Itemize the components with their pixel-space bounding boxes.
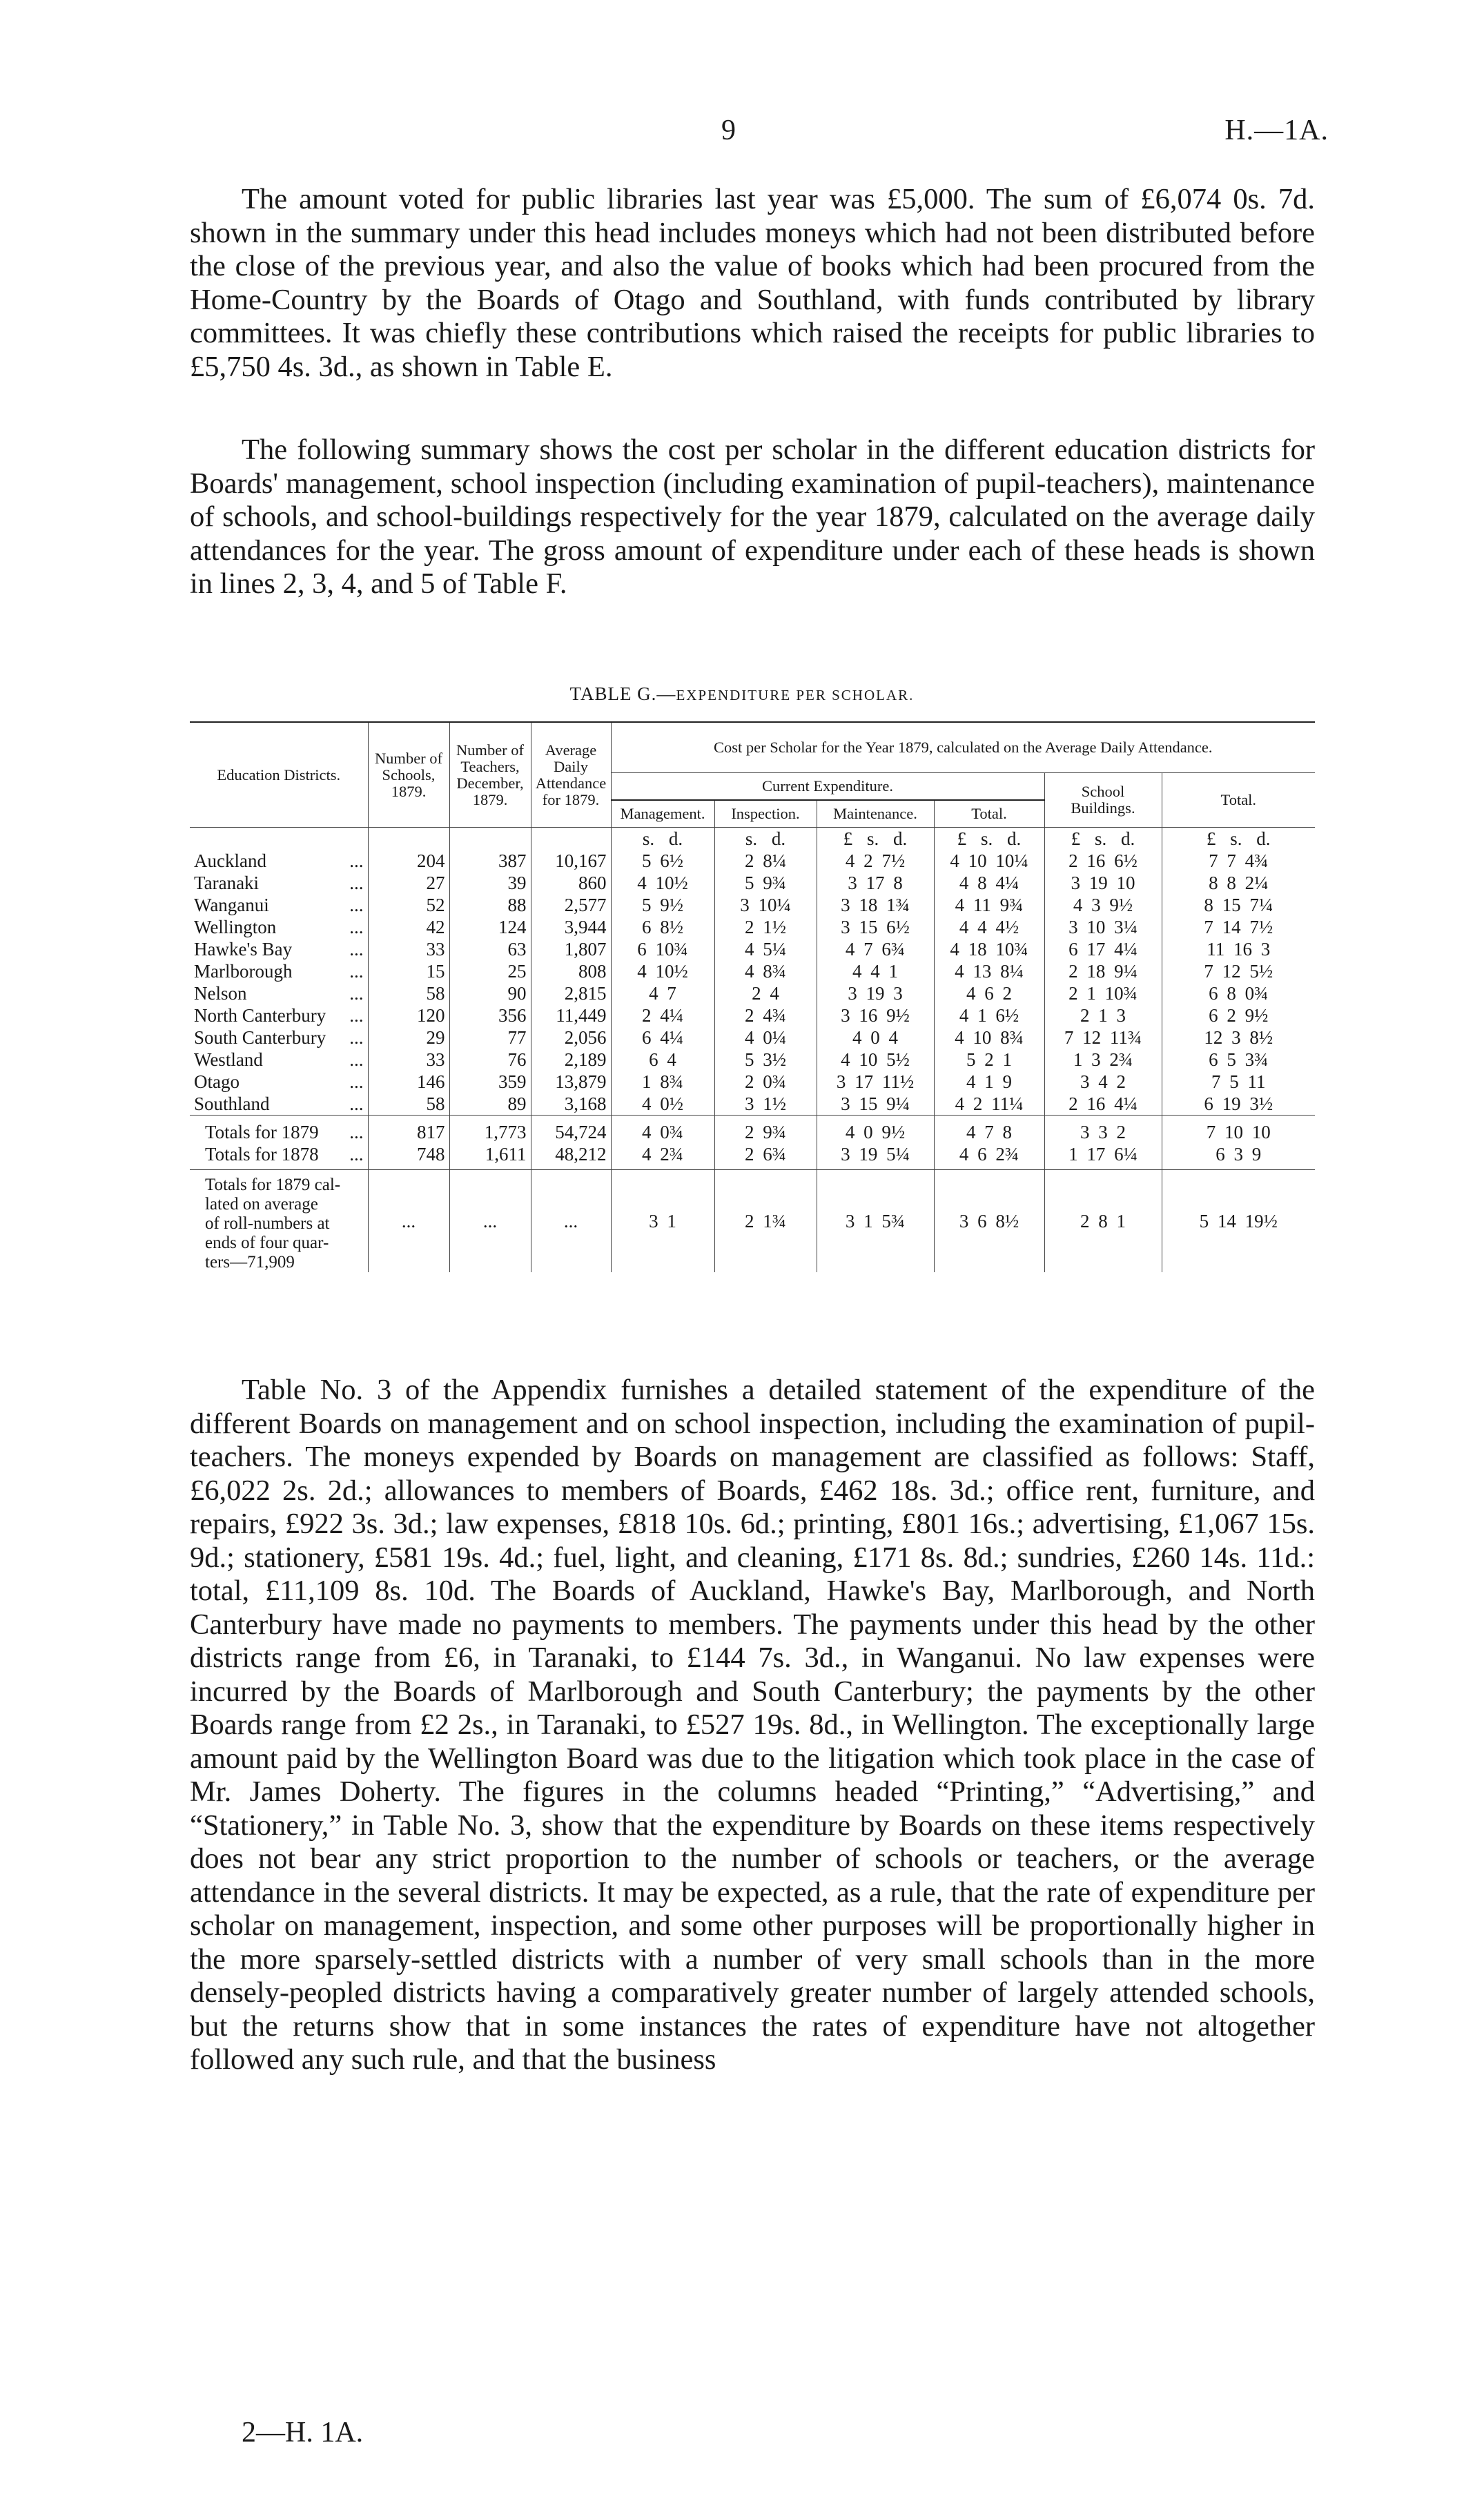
cell-buildings: 3 3 2 bbox=[1044, 1116, 1162, 1144]
cell-schools: 748 bbox=[368, 1143, 449, 1170]
cell-maintenance: 4 10 5½ bbox=[817, 1049, 934, 1071]
header-schools: Number of Schools, 1879. bbox=[368, 722, 449, 828]
cell-schools: 33 bbox=[368, 938, 449, 960]
district-name: Auckland bbox=[194, 850, 266, 871]
cell-management: 4 7 bbox=[611, 982, 714, 1004]
cell-inspection: 4 5¼ bbox=[714, 938, 817, 960]
header-attendance: Average Daily Attendance for 1879. bbox=[531, 722, 611, 828]
cell-schools: 29 bbox=[368, 1026, 449, 1049]
header-current: Current Expenditure. bbox=[611, 773, 1044, 801]
paragraph-appendix: Table No. 3 of the Appendix furnishes a detailed statement of the expenditure of the different Boards on management and on school inspection, including the examination of pupil-teachers. The moneys expended by Boards on management are classified as follows: Staff, £6,022 2s. 2d.; allowances to members of Boards, £462 18s. 3d.; office rent, furniture, and repairs, £922 3s. 3d.; law expenses, £818 10s. 6d.; printing, £801 16s.; advertising, £1,067 15s. 9d.; stationery, £581 19s. 4d.; fuel, light, and cleaning, £171 8s. 8d.; sundries, £260 14s. 11d.: total, £11,109 8s. 10d. The Boards of Auckland, Hawke's Bay, Marlborough, and North Canterbury have made no payments to members. The payments under this head by the other districts range from £6, in Taranaki, to £144 7s. 3d., in Wanganui. No law expenses were incurred by the Boards of Marlborough and South Canterbury; the payments by the other Boards range from £2 2s., in Taranaki, to £527 19s. 8d., in Wellington. The exceptionally large amount paid by the Wellington Board was due to the litigation which took place in the case of Mr. James Doherty. The figures in the columns headed “Printing,” “Advertising,” and “Stationery,” in Table No. 3, show that the expenditure by Boards on these items respectively does not bear any strict proportion to the number of schools or teachers, or the average attendance in the several districts. It may be expected, as a rule, that the rate of expenditure per scholar on management, inspection, and some other purposes will be proportionally higher in the more sparsely-settled districts with a number of very small schools than in the more densely-peopled districts having a comparatively greater number of largely attended schools, but the returns show that in some instances the rates of expenditure have not altogether followed any such rule, and that the business bbox=[190, 1374, 1315, 2076]
cell-teachers: 25 bbox=[449, 960, 531, 982]
district-name: North Canterbury bbox=[194, 1005, 326, 1026]
cell-total-current: 4 1 9 bbox=[934, 1071, 1044, 1093]
cell-total-current: 4 18 10¾ bbox=[934, 938, 1044, 960]
totals-row: Totals for 1879 ... 817 1,773 54,724 4 0¾ 2 9¾ 4 0 9½ 4 7 8 3 3 2 7 10 10 bbox=[190, 1116, 1315, 1144]
table-row: Taranaki ... 27 39 860 4 10½ 5 9¾ 3 17 8 4 8 4¼ 3 19 10 8 8 2¼ bbox=[190, 872, 1315, 894]
cell-management: 1 8¾ bbox=[611, 1071, 714, 1093]
cell-schools: 146 bbox=[368, 1071, 449, 1093]
roll-cell-schools: ... bbox=[368, 1170, 449, 1273]
header-management: Management. bbox=[611, 800, 714, 828]
cell-attendance: 2,815 bbox=[531, 982, 611, 1004]
district-name: Taranaki bbox=[194, 873, 260, 893]
header-total-current: Total. bbox=[934, 800, 1044, 828]
cell-teachers: 359 bbox=[449, 1071, 531, 1093]
cell-teachers: 1,611 bbox=[449, 1143, 531, 1170]
cell-management: 4 10½ bbox=[611, 960, 714, 982]
table-row: South Canterbury ... 29 77 2,056 6 4¼ 4 0¼ 4 0 4 4 10 8¾ 7 12 11¾ 12 3 8½ bbox=[190, 1026, 1315, 1049]
page-header bbox=[0, 114, 1484, 155]
cell-management: 4 0¾ bbox=[611, 1116, 714, 1144]
cell-management: 5 6½ bbox=[611, 850, 714, 872]
cell-inspection: 4 0¼ bbox=[714, 1026, 817, 1049]
cell-total: 7 10 10 bbox=[1162, 1116, 1315, 1144]
cell-inspection: 3 1½ bbox=[714, 1093, 817, 1116]
cell-buildings: 3 10 3¼ bbox=[1044, 916, 1162, 938]
cell-total-current: 4 10 10¼ bbox=[934, 850, 1044, 872]
cell-buildings: 3 19 10 bbox=[1044, 872, 1162, 894]
table-row: Marlborough ... 15 25 808 4 10½ 4 8¾ 4 4 1 4 13 8¼ 2 18 9¼ 7 12 5½ bbox=[190, 960, 1315, 982]
district-name: Wellington bbox=[194, 917, 277, 937]
district-name: Marlborough bbox=[194, 961, 293, 982]
header-inspection: Inspection. bbox=[714, 800, 817, 828]
cell-total: 7 14 7½ bbox=[1204, 917, 1273, 937]
expenditure-table bbox=[190, 721, 1315, 1272]
cell-attendance: 1,807 bbox=[531, 938, 611, 960]
cell-total: 6 8 0¾ bbox=[1209, 983, 1269, 1004]
cell-teachers: 124 bbox=[449, 916, 531, 938]
table-row: Westland ... 33 76 2,189 6 4 5 3½ 4 10 5½ 5 2 1 1 3 2¾ 6 5 3¾ bbox=[190, 1049, 1315, 1071]
roll-cell-maintenance: 3 1 5¾ bbox=[817, 1170, 934, 1273]
cell-total-current: 4 1 6½ bbox=[934, 1004, 1044, 1026]
cell-buildings: 2 18 9¼ bbox=[1044, 960, 1162, 982]
document-code: H.—1A. bbox=[1224, 115, 1329, 146]
cell-total: 8 15 7¼ bbox=[1204, 895, 1273, 915]
cell-teachers: 1,773 bbox=[449, 1116, 531, 1144]
cell-management: 4 10½ bbox=[611, 872, 714, 894]
cell-inspection: 2 4 bbox=[714, 982, 817, 1004]
cell-teachers: 77 bbox=[449, 1026, 531, 1049]
cell-inspection: 2 6¾ bbox=[714, 1143, 817, 1170]
cell-schools: 33 bbox=[368, 1049, 449, 1071]
cell-total: 6 5 3¾ bbox=[1209, 1049, 1269, 1070]
cell-attendance: 2,056 bbox=[531, 1026, 611, 1049]
cell-maintenance: 4 4 1 bbox=[817, 960, 934, 982]
cell-management: 2 4¼ bbox=[611, 1004, 714, 1026]
cell-total-current: 4 4 4½ bbox=[934, 916, 1044, 938]
cell-attendance: 48,212 bbox=[531, 1143, 611, 1170]
header-maintenance: Maintenance. bbox=[817, 800, 934, 828]
roll-numbers-row bbox=[190, 1170, 1315, 1273]
cell-attendance: 13,879 bbox=[531, 1071, 611, 1093]
district-name: Otago bbox=[194, 1071, 240, 1092]
table-row: Wellington ... 42 124 3,944 6 8½ 2 1½ 3 15 6½ 4 4 4½ 3 10 3¼ 7 14 7½ bbox=[190, 916, 1315, 938]
roll-cell-inspection: 2 1¾ bbox=[714, 1170, 817, 1273]
header-total: Total. bbox=[1162, 773, 1315, 828]
cell-schools: 58 bbox=[368, 982, 449, 1004]
cell-total-current: 4 8 4¼ bbox=[934, 872, 1044, 894]
roll-row-label-line: lated on average bbox=[205, 1195, 318, 1214]
cell-teachers: 39 bbox=[449, 872, 531, 894]
cell-inspection: 2 9¾ bbox=[714, 1116, 817, 1144]
unit-management: s. d. bbox=[611, 828, 714, 850]
cell-total: 7 12 5½ bbox=[1204, 961, 1273, 982]
roll-cell-teachers: ... bbox=[449, 1170, 531, 1273]
cell-attendance: 2,189 bbox=[531, 1049, 611, 1071]
cell-maintenance: 3 18 1¾ bbox=[817, 894, 934, 916]
cell-total-current: 4 10 8¾ bbox=[934, 1026, 1044, 1049]
footer-signature: 2—H. 1A. bbox=[242, 2417, 364, 2448]
cell-maintenance: 4 0 9½ bbox=[817, 1116, 934, 1144]
cell-total-current: 4 11 9¾ bbox=[934, 894, 1044, 916]
cell-management: 6 10¾ bbox=[611, 938, 714, 960]
cell-buildings: 6 17 4¼ bbox=[1044, 938, 1162, 960]
paragraph-summary-intro: The following summary shows the cost per scholar in the different education districts for Boards' management, school inspection (including examination of pupil-teachers), maintenance of schools, and school-buildings respectively for the year 1879, calculated on the average daily attendances for the year. The gross amount of expenditure under each of these heads is shown in lines 2, 3, 4, and 5 of Table F. bbox=[190, 434, 1315, 600]
cell-attendance: 2,577 bbox=[531, 894, 611, 916]
header-cost-group: Cost per Scholar for the Year 1879, calculated on the Average Daily Attendance. bbox=[611, 722, 1315, 773]
district-name: Southland bbox=[194, 1093, 270, 1114]
cell-management: 4 0½ bbox=[611, 1093, 714, 1116]
cell-inspection: 5 3½ bbox=[714, 1049, 817, 1071]
cell-inspection: 2 0¾ bbox=[714, 1071, 817, 1093]
cell-maintenance: 3 19 3 bbox=[817, 982, 934, 1004]
table-title-prefix: TABLE G.— bbox=[569, 683, 676, 704]
cell-schools: 15 bbox=[368, 960, 449, 982]
cell-total: 12 3 8½ bbox=[1204, 1027, 1273, 1048]
district-name: Totals for 1878 bbox=[205, 1144, 319, 1165]
cell-schools: 27 bbox=[368, 872, 449, 894]
cell-maintenance: 3 19 5¼ bbox=[817, 1143, 934, 1170]
cell-schools: 817 bbox=[368, 1116, 449, 1144]
cell-inspection: 5 9¾ bbox=[714, 872, 817, 894]
district-name: Nelson bbox=[194, 983, 247, 1004]
cell-maintenance: 4 7 6¾ bbox=[817, 938, 934, 960]
cell-teachers: 89 bbox=[449, 1093, 531, 1116]
cell-buildings: 2 1 10¾ bbox=[1044, 982, 1162, 1004]
cell-inspection: 3 10¼ bbox=[714, 894, 817, 916]
cell-buildings: 2 16 4¼ bbox=[1044, 1093, 1162, 1116]
cell-total: 7 7 4¾ bbox=[1209, 850, 1269, 871]
roll-row-label-line: ters—71,909 bbox=[205, 1253, 295, 1272]
cell-management: 4 2¾ bbox=[611, 1143, 714, 1170]
roll-cell-attendance: ... bbox=[531, 1170, 611, 1273]
cell-schools: 58 bbox=[368, 1093, 449, 1116]
cell-total-current: 4 7 8 bbox=[934, 1116, 1044, 1144]
cell-teachers: 63 bbox=[449, 938, 531, 960]
cell-teachers: 88 bbox=[449, 894, 531, 916]
cell-teachers: 356 bbox=[449, 1004, 531, 1026]
header-buildings: School Buildings. bbox=[1044, 773, 1162, 828]
table-row: Wanganui ... 52 88 2,577 5 9½ 3 10¼ 3 18 1¾ 4 11 9¾ 4 3 9½ 8 15 7¼ bbox=[190, 894, 1315, 916]
cell-inspection: 2 8¼ bbox=[714, 850, 817, 872]
cell-total-current: 5 2 1 bbox=[934, 1049, 1044, 1071]
cell-total-current: 4 13 8¼ bbox=[934, 960, 1044, 982]
paragraph-libraries: The amount voted for public libraries last year was £5,000. The sum of £6,074 0s. 7d. shown in the summary under this head includes moneys which had not been distributed before the close of the previous year, and also the value of books which had been procured from the Home-Country by the Boards of Otago and Southland, with funds contributed by library committees. It was chiefly these contributions which raised the receipts for public libraries to £5,750 4s. 3d., as shown in Table E. bbox=[190, 183, 1315, 383]
unit-inspection: s. d. bbox=[714, 828, 817, 850]
cell-management: 6 4 bbox=[611, 1049, 714, 1071]
cell-buildings: 7 12 11¾ bbox=[1044, 1026, 1162, 1049]
header-teachers: Number of Teachers, December, 1879. bbox=[449, 722, 531, 828]
table-row: Hawke's Bay ... 33 63 1,807 6 10¾ 4 5¼ 4 7 6¾ 4 18 10¾ 6 17 4¼ 11 16 3 bbox=[190, 938, 1315, 960]
cell-inspection: 4 8¾ bbox=[714, 960, 817, 982]
header-district: Education Districts. bbox=[190, 722, 368, 828]
cell-buildings: 2 16 6½ bbox=[1044, 850, 1162, 872]
cell-schools: 52 bbox=[368, 894, 449, 916]
cell-total-current: 4 6 2 bbox=[934, 982, 1044, 1004]
roll-cell-total: 5 14 19½ bbox=[1199, 1211, 1278, 1231]
cell-inspection: 2 4¾ bbox=[714, 1004, 817, 1026]
cell-total: 6 19 3½ bbox=[1204, 1093, 1273, 1114]
unit-buildings: £ s. d. bbox=[1044, 828, 1162, 850]
roll-row-label-line: of roll-numbers at bbox=[205, 1214, 330, 1233]
roll-cell-total-current: 3 6 8½ bbox=[934, 1170, 1044, 1273]
page-number: 9 bbox=[721, 115, 736, 146]
table-row: Otago ... 146 359 13,879 1 8¾ 2 0¾ 3 17 11½ 4 1 9 3 4 2 7 5 11 bbox=[190, 1071, 1315, 1093]
cell-attendance: 3,168 bbox=[531, 1093, 611, 1116]
cell-total: 6 3 9 bbox=[1162, 1143, 1315, 1170]
cell-schools: 120 bbox=[368, 1004, 449, 1026]
cell-teachers: 76 bbox=[449, 1049, 531, 1071]
district-name: Totals for 1879 bbox=[205, 1122, 319, 1142]
district-name: Hawke's Bay bbox=[194, 939, 293, 960]
cell-teachers: 387 bbox=[449, 850, 531, 872]
table-title bbox=[0, 683, 1484, 705]
cell-schools: 204 bbox=[368, 850, 449, 872]
district-name: South Canterbury bbox=[194, 1027, 326, 1048]
district-name: Wanganui bbox=[194, 895, 269, 915]
cell-maintenance: 3 15 6½ bbox=[817, 916, 934, 938]
cell-attendance: 808 bbox=[531, 960, 611, 982]
cell-management: 6 8½ bbox=[611, 916, 714, 938]
cell-maintenance: 3 17 11½ bbox=[817, 1071, 934, 1093]
cell-maintenance: 4 0 4 bbox=[817, 1026, 934, 1049]
cell-total: 11 16 3 bbox=[1207, 939, 1271, 960]
cell-attendance: 3,944 bbox=[531, 916, 611, 938]
cell-buildings: 1 3 2¾ bbox=[1044, 1049, 1162, 1071]
cell-total-current: 4 2 11¼ bbox=[934, 1093, 1044, 1116]
units-row bbox=[190, 828, 1315, 850]
table-row: Nelson ... 58 90 2,815 4 7 2 4 3 19 3 4 6 2 2 1 10¾ 6 8 0¾ bbox=[190, 982, 1315, 1004]
unit-total-current: £ s. d. bbox=[934, 828, 1044, 850]
cell-management: 6 4¼ bbox=[611, 1026, 714, 1049]
cell-attendance: 54,724 bbox=[531, 1116, 611, 1144]
roll-row-label-line: ends of four quar- bbox=[205, 1234, 329, 1252]
unit-maintenance: £ s. d. bbox=[817, 828, 934, 850]
cell-total: 6 2 9½ bbox=[1209, 1005, 1269, 1026]
cell-attendance: 10,167 bbox=[531, 850, 611, 872]
cell-total-current: 4 6 2¾ bbox=[934, 1143, 1044, 1170]
district-name: Westland bbox=[194, 1049, 263, 1070]
unit-total: £ s. d. bbox=[1207, 828, 1271, 849]
cell-total: 8 8 2¼ bbox=[1209, 873, 1269, 893]
cell-buildings: 2 1 3 bbox=[1044, 1004, 1162, 1026]
cell-total: 7 5 11 bbox=[1211, 1071, 1266, 1092]
cell-management: 5 9½ bbox=[611, 894, 714, 916]
cell-buildings: 1 17 6¼ bbox=[1044, 1143, 1162, 1170]
cell-attendance: 11,449 bbox=[531, 1004, 611, 1026]
cell-teachers: 90 bbox=[449, 982, 531, 1004]
totals-row: Totals for 1878 ... 748 1,611 48,212 4 2¾ 2 6¾ 3 19 5¼ 4 6 2¾ 1 17 6¼ 6 3 9 bbox=[190, 1143, 1315, 1170]
table-row: North Canterbury ... 120 356 11,449 2 4¼ 2 4¾ 3 16 9½ 4 1 6½ 2 1 3 6 2 9½ bbox=[190, 1004, 1315, 1026]
cell-maintenance: 4 2 7½ bbox=[817, 850, 934, 872]
cell-buildings: 3 4 2 bbox=[1044, 1071, 1162, 1093]
cell-maintenance: 3 15 9¼ bbox=[817, 1093, 934, 1116]
roll-cell-buildings: 2 8 1 bbox=[1044, 1170, 1162, 1273]
cell-inspection: 2 1½ bbox=[714, 916, 817, 938]
cell-buildings: 4 3 9½ bbox=[1044, 894, 1162, 916]
roll-cell-management: 3 1 bbox=[611, 1170, 714, 1273]
cell-attendance: 860 bbox=[531, 872, 611, 894]
cell-schools: 42 bbox=[368, 916, 449, 938]
roll-row-label-line: Totals for 1879 cal- bbox=[205, 1176, 341, 1194]
table-row: Southland ... 58 89 3,168 4 0½ 3 1½ 3 15 9¼ 4 2 11¼ 2 16 4¼ 6 19 3½ bbox=[190, 1093, 1315, 1116]
table-title-caps: EXPENDITURE PER SCHOLAR. bbox=[676, 687, 915, 703]
table-row: Auckland ... 204 387 10,167 5 6½ 2 8¼ 4 2 7½ 4 10 10¼ 2 16 6½ 7 7 4¾ bbox=[190, 850, 1315, 872]
cell-maintenance: 3 17 8 bbox=[817, 872, 934, 894]
cell-maintenance: 3 16 9½ bbox=[817, 1004, 934, 1026]
